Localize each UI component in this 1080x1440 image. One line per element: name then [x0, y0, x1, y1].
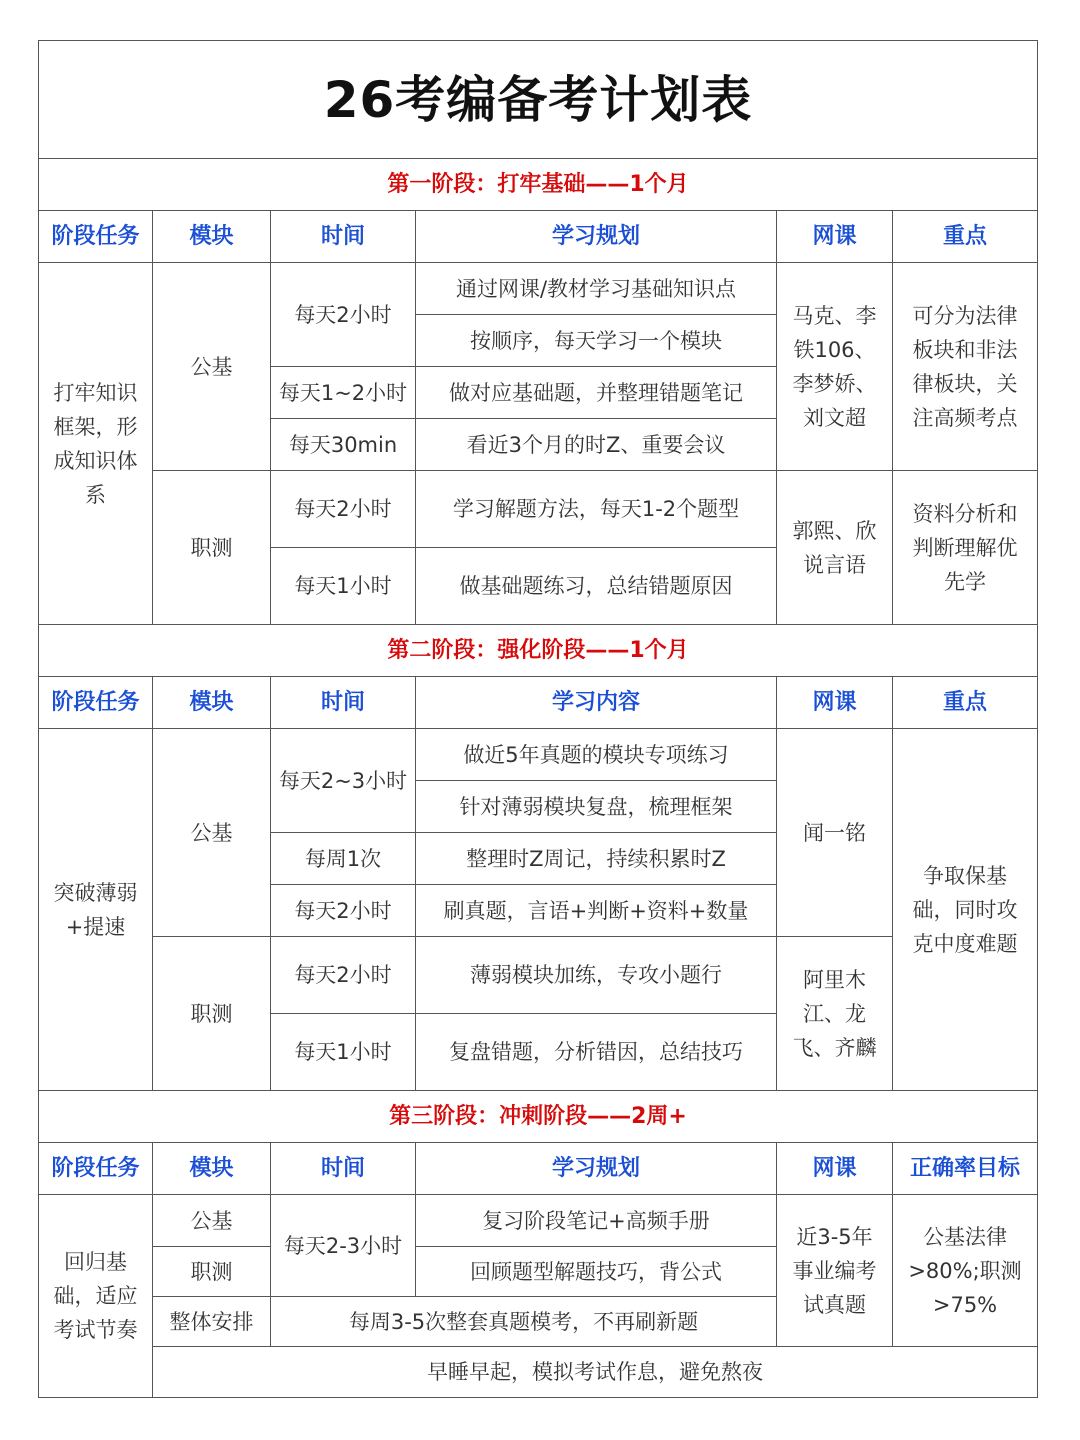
stage2-gongji-time-a: 每天2~3小时 [271, 729, 416, 833]
stage3-routine: 早睡早起，模拟考试作息，避免熬夜 [427, 1360, 763, 1384]
stage1-gongji-time-a: 每天2小时 [271, 263, 416, 367]
stage3-plan-zhice: 回顾题型解题技巧，背公式 [416, 1247, 777, 1297]
stage1-gongji-plan-a2: 按顺序，每天学习一个模块 [416, 315, 777, 367]
stage2-zhice-time-b: 每天1小时 [271, 1014, 416, 1091]
header-plan: 学习规划 [416, 1143, 777, 1195]
stage3-course: 近3-5年事业编考试真题 [777, 1195, 893, 1347]
header-task: 阶段任务 [39, 211, 153, 263]
plan-table [38, 40, 1038, 1398]
stage2-gongji-plan-b: 整理时Z周记，持续积累时Z [416, 833, 777, 885]
header-course: 网课 [777, 1143, 893, 1195]
header-module: 模块 [153, 677, 271, 729]
header-module: 模块 [153, 211, 271, 263]
stage1-module-gongji: 公基 [153, 263, 271, 471]
stage3-module-gongji: 公基 [153, 1195, 271, 1247]
stage1-module-zhice: 职测 [153, 471, 271, 625]
stage3-plan-gongji: 复习阶段笔记+高频手册 [416, 1195, 777, 1247]
stage2-gongji-time-c: 每天2小时 [271, 885, 416, 937]
header-target: 正确率目标 [893, 1143, 1037, 1195]
stage2-module-gongji: 公基 [153, 729, 271, 937]
stage2-zhice-course: 阿里木江、龙飞、齐麟 [777, 937, 893, 1091]
stage3-banner: 第三阶段：冲刺阶段——2周+ [39, 1091, 1037, 1143]
stage1-zhice-plan-a: 学习解题方法，每天1-2个题型 [416, 471, 777, 548]
stage1-zhice-time-b: 每天1小时 [271, 548, 416, 625]
stage1-gongji-focus: 可分为法律板块和非法律板块，关注高频考点 [893, 263, 1037, 471]
header-content: 学习内容 [416, 677, 777, 729]
header-module: 模块 [153, 1143, 271, 1195]
stage3-module-zhice: 职测 [153, 1247, 271, 1297]
header-plan: 学习规划 [416, 211, 777, 263]
header-course: 网课 [777, 211, 893, 263]
stage1-gongji-time-c: 每天30min [271, 419, 416, 471]
stage1-zhice-time-a: 每天2小时 [271, 471, 416, 548]
stage2-task: 突破薄弱+提速 [39, 729, 153, 1091]
stage2-module-zhice: 职测 [153, 937, 271, 1091]
stage1-zhice-focus: 资料分析和判断理解优先学 [893, 471, 1037, 625]
stage3-time: 每天2-3小时 [271, 1195, 416, 1297]
header-focus: 重点 [893, 211, 1037, 263]
stage2-gongji-plan-a1: 做近5年真题的模块专项练习 [416, 729, 777, 781]
stage2-zhice-plan-b: 复盘错题，分析错因，总结技巧 [416, 1014, 777, 1091]
stage2-zhice-plan-a: 薄弱模块加练，专攻小题行 [416, 937, 777, 1014]
stage1-gongji-plan-c: 看近3个月的时Z、重要会议 [416, 419, 777, 471]
header-time: 时间 [271, 677, 416, 729]
header-task: 阶段任务 [39, 677, 153, 729]
header-time: 时间 [271, 211, 416, 263]
stage2-focus: 争取保基础，同时攻克中度难题 [893, 729, 1037, 1091]
stage1-gongji-time-b: 每天1~2小时 [271, 367, 416, 419]
header-time: 时间 [271, 1143, 416, 1195]
stage1-zhice-plan-b: 做基础题练习，总结错题原因 [416, 548, 777, 625]
stage1-gongji-plan-a1: 通过网课/教材学习基础知识点 [416, 263, 777, 315]
header-course: 网课 [777, 677, 893, 729]
stage1-banner: 第一阶段：打牢基础——1个月 [39, 159, 1037, 211]
stage2-gongji-plan-a2: 针对薄弱模块复盘，梳理框架 [416, 781, 777, 833]
header-task: 阶段任务 [39, 1143, 153, 1195]
page-title: 26考编备考计划表 [39, 41, 1037, 159]
stage1-gongji-plan-b: 做对应基础题，并整理错题笔记 [416, 367, 777, 419]
stage2-zhice-time-a: 每天2小时 [271, 937, 416, 1014]
stage1-zhice-course: 郭熙、欣说言语 [777, 471, 893, 625]
header-focus: 重点 [893, 677, 1037, 729]
stage2-gongji-plan-c: 刷真题，言语+判断+资料+数量 [416, 885, 777, 937]
stage3-overall-label: 整体安排 [153, 1297, 271, 1347]
stage3-overall-plan: 每周3-5次整套真题模考，不再刷新题 [271, 1297, 777, 1347]
stage2-gongji-course: 闻一铭 [777, 729, 893, 937]
stage1-gongji-course: 马克、李铁106、李梦娇、刘文超 [777, 263, 893, 471]
stage2-gongji-time-b: 每周1次 [271, 833, 416, 885]
stage1-task: 打牢知识框架，形成知识体系 [39, 263, 153, 625]
stage2-banner: 第二阶段：强化阶段——1个月 [39, 625, 1037, 677]
stage3-task: 回归基础，适应考试节奏 [39, 1195, 153, 1397]
stage3-target: 公基法律>80%;职测>75% [893, 1195, 1037, 1347]
